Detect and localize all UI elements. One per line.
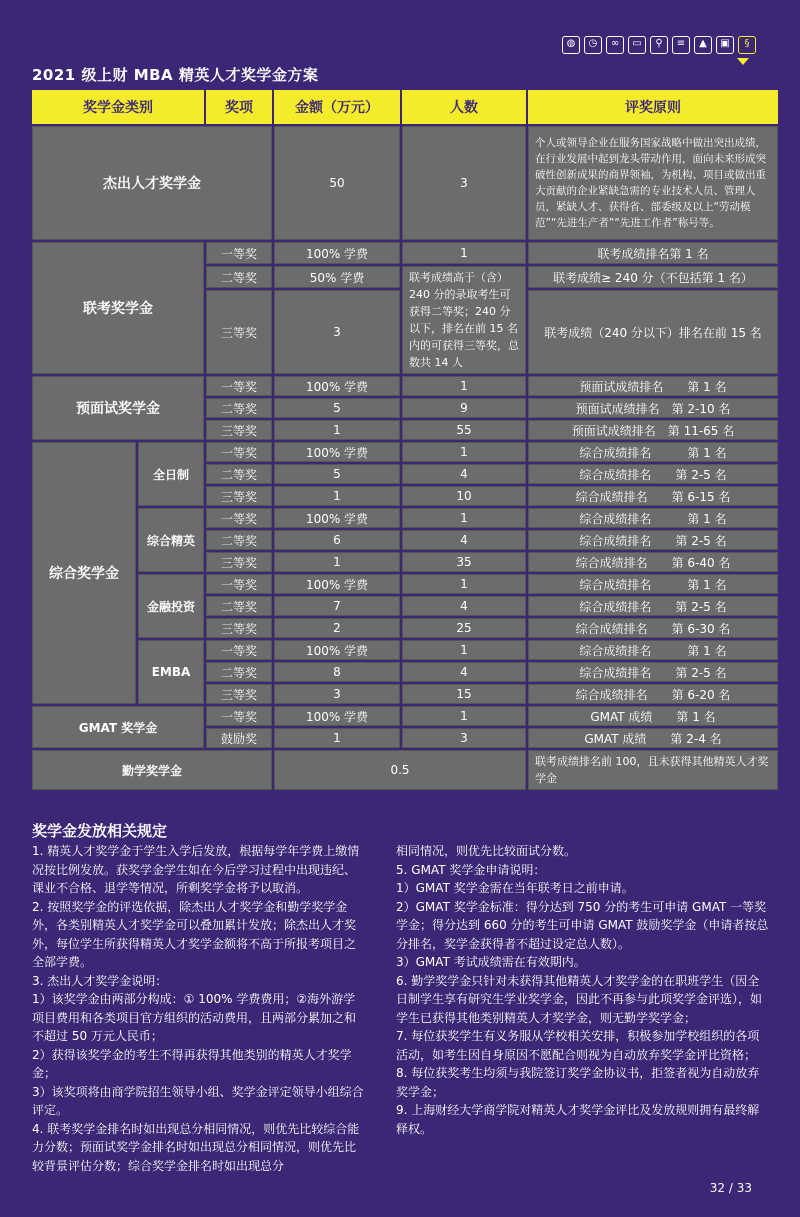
scholarship-table <box>30 88 780 792</box>
award-cell: 三等奖 <box>206 552 272 572</box>
amount-cell: 1 <box>274 486 400 506</box>
principle-cell: 综合成绩排名 第 6-20 名 <box>528 684 778 704</box>
principle-cell: 联考成绩≥ 240 分（不包括第 1 名） <box>528 266 778 288</box>
amount-cell: 100% 学费 <box>274 508 400 528</box>
count-cell: 1 <box>402 508 526 528</box>
rule-paragraph: 1）GMAT 奖学金需在当年联考日之前申请。 <box>396 881 634 895</box>
rule-paragraph: 相同情况，则优先比较面试分数。 <box>396 844 577 858</box>
amount-cell: 100% 学费 <box>274 376 400 396</box>
principle-cell: 预面试成绩排名 第 2-10 名 <box>528 398 778 418</box>
award-cell: 一等奖 <box>206 706 272 726</box>
graduation-cap-icon[interactable]: ▲ <box>694 36 712 54</box>
amount-cell: 100% 学费 <box>274 640 400 660</box>
table-row <box>32 126 778 240</box>
amount-cell: 100% 学费 <box>274 442 400 462</box>
count-cell: 1 <box>402 574 526 594</box>
amount-cell: 5 <box>274 398 400 418</box>
header-award: 奖项 <box>206 90 272 124</box>
award-cell: 二等奖 <box>206 530 272 550</box>
count-cell: 15 <box>402 684 526 704</box>
award-cell: 一等奖 <box>206 574 272 594</box>
principle-cell: 预面试成绩排名 第 11-65 名 <box>528 420 778 440</box>
amount-cell: 6 <box>274 530 400 550</box>
award-cell: 三等奖 <box>206 420 272 440</box>
page-title: 2021 级上财 MBA 精英人才奖学金方案 <box>32 66 319 84</box>
award-cell: 一等奖 <box>206 640 272 660</box>
count-cell: 25 <box>402 618 526 638</box>
amount-cell: 0.5 <box>274 750 526 790</box>
header-category: 奖学金类别 <box>32 90 204 124</box>
award-cell: 二等奖 <box>206 464 272 484</box>
award-cell: 三等奖 <box>206 486 272 506</box>
principle-cell: 预面试成绩排名 第 1 名 <box>528 376 778 396</box>
subcategory-cell: 综合精英 <box>138 508 204 572</box>
principle-cell: 综合成绩排名 第 6-30 名 <box>528 618 778 638</box>
category-pretest: 预面试奖学金 <box>32 376 204 440</box>
award-cell: 一等奖 <box>206 242 272 264</box>
amount-cell: 2 <box>274 618 400 638</box>
table-row <box>32 706 778 726</box>
rule-paragraph: 2）GMAT 奖学金标准：得分达到 750 分的考生可申请 GMAT 一等奖学金；得分达到 660 分的考生可申请 GMAT 鼓励奖学金（申请者按总分排名，奖学金获得者不超过设定总人数）。 <box>396 899 769 951</box>
principle-cell: 综合成绩排名 第 2-5 名 <box>528 530 778 550</box>
award-cell: 二等奖 <box>206 398 272 418</box>
principle-cell: 个人或领导企业在服务国家战略中做出突出成绩，在行业发展中起到龙头带动作用，面向未来形成突破性创新成果的商界领袖，为机构、项目或做出重大贡献的企业紧缺急需的专业技术人员、管理人员，紧缺人才、获得省、部委级及以上“劳动模范”“先进生产者”“先进工作者”称号等。 <box>528 126 778 240</box>
rules-left-column <box>32 842 364 1175</box>
header-count: 人数 <box>402 90 526 124</box>
clock-icon[interactable]: ◷ <box>584 36 602 54</box>
count-cell: 1 <box>402 242 526 264</box>
rules-title: 奖学金发放相关规定 <box>32 822 168 840</box>
rule-paragraph: 7. 每位获奖学生有义务服从学校相关安排，积极参加学校组织的各项活动，如考生因自身原因不愿配合则视为自动放弃奖学金评比资格； <box>396 1029 760 1062</box>
category-gmat: GMAT 奖学金 <box>32 706 204 748</box>
subcategory-cell: 金融投资 <box>138 574 204 638</box>
rule-paragraph: 3）GMAT 考试成绩需在有效期内。 <box>396 955 586 969</box>
amount-cell: 100% 学费 <box>274 242 400 264</box>
principle-cell: 综合成绩排名 第 2-5 名 <box>528 596 778 616</box>
amount-cell: 50% 学费 <box>274 266 400 288</box>
count-cell: 1 <box>402 442 526 462</box>
rule-paragraph: 1. 精英人才奖学金于学生入学后发放，根据每学年学费上缴情况按比例发放。获奖学金学生如在今后学习过程中出现违纪、课业不合格、退学等情况，所剩奖学金将予以取消。 <box>32 844 360 895</box>
award-cell: 一等奖 <box>206 442 272 462</box>
count-cell: 4 <box>402 596 526 616</box>
category-joint: 联考奖学金 <box>32 242 204 374</box>
table-row <box>32 574 778 594</box>
glasses-icon[interactable]: ∞ <box>606 36 624 54</box>
rule-paragraph: 1）该奖学金由两部分构成：① 100% 学费费用；②海外游学项目费用和各类项目官方组织的活动费用，且两部分累加之和不超过 50 万元人民币； <box>32 992 357 1043</box>
principle-cell: 联考成绩排名第 1 名 <box>528 242 778 264</box>
page-number: 32 / 33 <box>709 1181 752 1195</box>
rugby-ball-icon[interactable]: ◍ <box>562 36 580 54</box>
rule-paragraph: 3. 杰出人才奖学金说明： <box>32 973 168 988</box>
count-cell: 1 <box>402 640 526 660</box>
amount-cell: 100% 学费 <box>274 574 400 594</box>
rule-paragraph: 9. 上海财经大学商学院对精英人才奖学金评比及发放规则拥有最终解释权。 <box>396 1103 760 1136</box>
count-cell: 1 <box>402 706 526 726</box>
principle-cell: 综合成绩排名 第 1 名 <box>528 442 778 462</box>
rule-paragraph: 4. 联考奖学金排名时如出现总分相同情况，则优先比较综合能力分数；预面试奖学金排名时如出现总分相同情况，则优先比较背景评估分数；综合奖学金排名时如出现总分 <box>32 1121 360 1173</box>
principle-cell: 联考成绩排名前 100，且未获得其他精英人才奖学金 <box>528 750 778 790</box>
amount-cell: 3 <box>274 684 400 704</box>
award-cell: 一等奖 <box>206 376 272 396</box>
document-icon[interactable]: ≡ <box>672 36 690 54</box>
rule-paragraph: 2）获得该奖学金的考生不得再获得其他类别的精英人才奖学金； <box>32 1047 352 1080</box>
principle-cell: GMAT 成绩 第 1 名 <box>528 706 778 726</box>
count-cell: 55 <box>402 420 526 440</box>
principle-cell: 综合成绩排名 第 1 名 <box>528 508 778 528</box>
table-row <box>32 750 778 790</box>
amount-cell: 5 <box>274 464 400 484</box>
amount-cell: 7 <box>274 596 400 616</box>
amount-cell: 1 <box>274 728 400 748</box>
rules-right-column <box>396 842 770 1138</box>
count-cell: 4 <box>402 464 526 484</box>
microscope-icon[interactable]: ⚲ <box>650 36 668 54</box>
award-cell: 三等奖 <box>206 290 272 374</box>
nav-icons <box>562 36 756 54</box>
category-outstanding: 杰出人才奖学金 <box>32 126 272 240</box>
rule-paragraph: 3）该奖项将由商学院招生领导小组、奖学金评定领导小组综合评定。 <box>32 1084 364 1117</box>
count-cell: 9 <box>402 398 526 418</box>
award-cell: 鼓励奖 <box>206 728 272 748</box>
header-amount: 金额（万元） <box>274 90 400 124</box>
award-cell: 二等奖 <box>206 596 272 616</box>
count-cell: 4 <box>402 662 526 682</box>
principle-cell: 综合成绩排名 第 6-15 名 <box>528 486 778 506</box>
table-row <box>32 242 778 264</box>
table-row <box>32 442 778 462</box>
principle-cell: 综合成绩排名 第 2-5 名 <box>528 464 778 484</box>
dna-icon[interactable]: § <box>738 36 756 54</box>
table-row <box>32 640 778 660</box>
count-cell: 35 <box>402 552 526 572</box>
rule-paragraph: 2. 按照奖学金的评选依据，除杰出人才奖学金和勤学奖学金外，各类别精英人才奖学金可以叠加累计发放；除杰出人才奖外，每位学生所获得精英人才奖学金额将不高于所报考项目之全部学费。 <box>32 899 357 969</box>
subcategory-cell: EMBA <box>138 640 204 704</box>
award-cell: 三等奖 <box>206 618 272 638</box>
award-cell: 二等奖 <box>206 266 272 288</box>
count-cell: 3 <box>402 728 526 748</box>
subcategory-cell: 全日制 <box>138 442 204 506</box>
rule-paragraph: 8. 每位获奖考生均须与我院签订奖学金协议书，拒签者视为自动放弃奖学金； <box>396 1066 760 1099</box>
principle-cell: 综合成绩排名 第 1 名 <box>528 574 778 594</box>
rule-paragraph: 6. 勤学奖学金只针对未获得其他精英人才奖学金的在职班学生（因全日制学生享有研究生学业奖学金，因此不再参与此项奖学金评选），如学生已获得其他类别精英人才奖学金，则无勤学奖学金； <box>396 973 763 1025</box>
award-cell: 二等奖 <box>206 662 272 682</box>
amount-cell: 1 <box>274 552 400 572</box>
category-work: 勤学奖学金 <box>32 750 272 790</box>
count-cell: 4 <box>402 530 526 550</box>
table-header-row <box>32 90 778 124</box>
presentation-icon[interactable]: ▣ <box>716 36 734 54</box>
principle-cell: 综合成绩排名 第 1 名 <box>528 640 778 660</box>
table-row <box>32 508 778 528</box>
active-indicator-icon <box>737 58 749 65</box>
principle-cell: 联考成绩（240 分以下）排名在前 15 名 <box>528 290 778 374</box>
amount-cell: 1 <box>274 420 400 440</box>
principle-cell: 综合成绩排名 第 2-5 名 <box>528 662 778 682</box>
category-comprehensive: 综合奖学金 <box>32 442 136 704</box>
count-cell: 10 <box>402 486 526 506</box>
award-cell: 一等奖 <box>206 508 272 528</box>
principle-cell: GMAT 成绩 第 2-4 名 <box>528 728 778 748</box>
header-principle: 评奖原则 <box>528 90 778 124</box>
count-cell: 3 <box>402 126 526 240</box>
table-row <box>32 376 778 396</box>
amount-cell: 3 <box>274 290 400 374</box>
amount-cell: 100% 学费 <box>274 706 400 726</box>
open-book-icon[interactable]: ▭ <box>628 36 646 54</box>
count-cell: 1 <box>402 376 526 396</box>
award-cell: 三等奖 <box>206 684 272 704</box>
count-note-cell: 联考成绩高于（含）240 分的录取考生可获得二等奖；240 分以下，排名在前 15 名内的可获得三等奖，总数共 14 人 <box>402 266 526 374</box>
principle-cell: 综合成绩排名 第 6-40 名 <box>528 552 778 572</box>
amount-cell: 8 <box>274 662 400 682</box>
rule-paragraph: 5. GMAT 奖学金申请说明： <box>396 862 546 877</box>
amount-cell: 50 <box>274 126 400 240</box>
